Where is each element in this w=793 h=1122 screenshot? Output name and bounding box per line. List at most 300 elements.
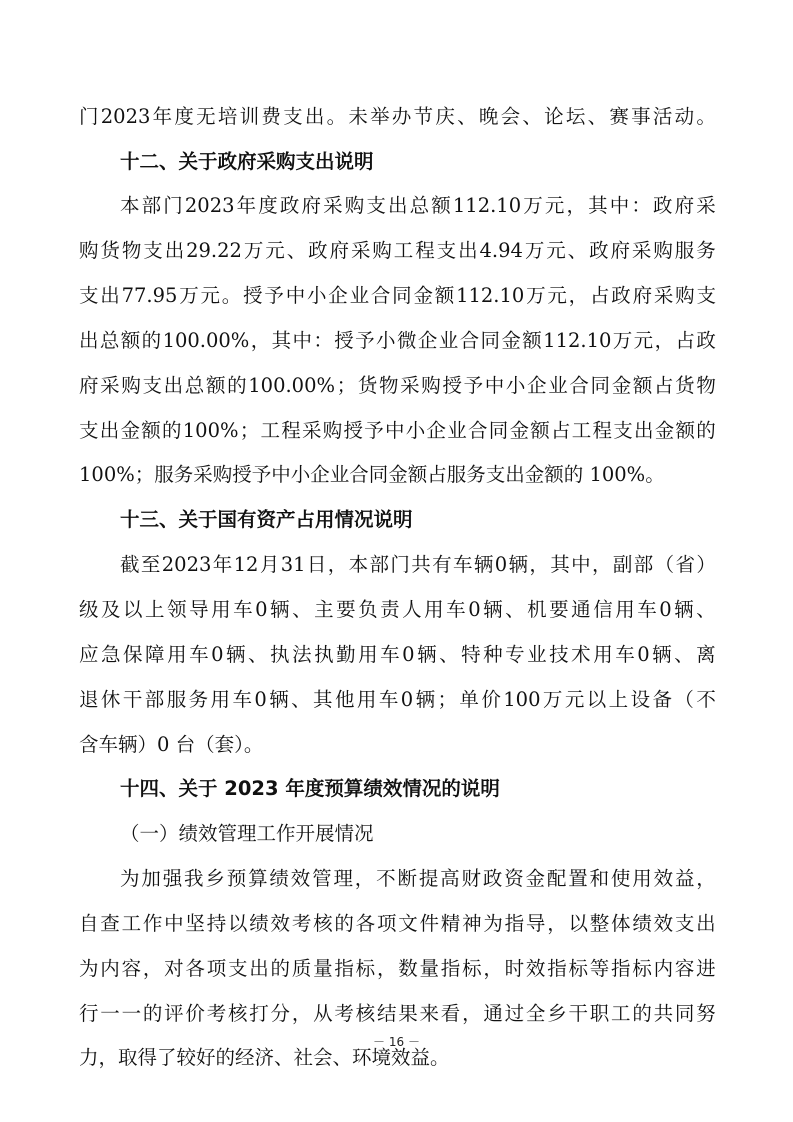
text-token: 无 xyxy=(196,105,216,128)
text-token: 分 xyxy=(270,1002,291,1025)
text-token: 通 xyxy=(483,1002,503,1025)
text-token: 件 xyxy=(419,912,440,935)
text-token: 0 xyxy=(637,643,650,666)
text-token: 货 xyxy=(100,239,120,262)
text-token: 以 xyxy=(227,912,248,935)
text-token: 购 xyxy=(344,194,365,217)
text-token: 额 xyxy=(431,194,451,217)
text-token: ， xyxy=(696,867,716,890)
text-token: 副 xyxy=(612,553,633,576)
text-token: 等 xyxy=(589,957,610,980)
text-token: 有 xyxy=(432,553,452,576)
section-heading: 十三、关于国有资产占用情况说明 xyxy=(120,508,413,531)
text-token: 工 xyxy=(611,1002,631,1025)
text-token: 论 xyxy=(544,105,564,128)
text-token: 工 xyxy=(121,912,142,935)
text-token: 效 xyxy=(653,867,674,890)
text-token: 从 xyxy=(313,1002,333,1025)
text-token: 指 xyxy=(504,912,525,935)
text-token: 主 xyxy=(314,598,334,621)
text-token: ， xyxy=(483,957,503,980)
text-token: 支 xyxy=(79,419,99,442)
text-token: 授 xyxy=(343,419,363,442)
text-token: 节 xyxy=(413,105,434,128)
text-token: 采 xyxy=(100,374,120,397)
text-token: 万 xyxy=(612,329,633,352)
text-token: 合 xyxy=(467,419,488,442)
text-token: 物 xyxy=(696,374,716,397)
text-token: 府 xyxy=(329,239,350,262)
text-token: 以 xyxy=(568,912,588,935)
text-token: 出 xyxy=(79,329,99,352)
text-token: 结 xyxy=(376,1002,397,1025)
text-token: 占 xyxy=(589,284,610,307)
text-token: 考 xyxy=(291,912,312,935)
text-token: 要 xyxy=(336,598,356,621)
text-token: 辆 xyxy=(508,553,529,576)
text-token: 中 xyxy=(164,912,184,935)
text-token: 持 xyxy=(206,912,227,935)
text-token: ， xyxy=(291,1002,312,1025)
text-token: 标 xyxy=(355,957,376,980)
text-token: 上 xyxy=(608,688,629,711)
text-token: 体 xyxy=(611,912,631,935)
text-token: 以 xyxy=(123,598,143,621)
text-token: 理 xyxy=(333,867,353,890)
text-token: 训 xyxy=(239,105,260,128)
text-token: 内 xyxy=(653,957,674,980)
text-token: 努 xyxy=(696,1002,716,1025)
text-token: 置 xyxy=(568,867,588,890)
text-token: 通 xyxy=(571,598,591,621)
text-token: 门 xyxy=(390,553,410,576)
text-token: 万 xyxy=(179,284,199,307)
text-line xyxy=(0,547,793,583)
text-token: 购 xyxy=(79,239,99,262)
text-token: 支 xyxy=(283,105,303,128)
text-token: 的 xyxy=(227,374,247,397)
text-token: 的 xyxy=(334,912,354,935)
text-token: 100 xyxy=(503,688,541,711)
text-token: 出 xyxy=(633,419,654,442)
text-token: 辆 xyxy=(652,643,672,666)
text-token: 的 xyxy=(632,1002,652,1025)
text-token: 万 xyxy=(526,284,546,307)
text-token: 绩 xyxy=(249,912,269,935)
text-token: ； xyxy=(336,374,357,397)
text-token: 支 xyxy=(143,239,163,262)
text-token: 0 xyxy=(400,688,414,711)
text-token: 车 xyxy=(637,598,657,621)
text-token: 精 xyxy=(440,912,461,935)
text-token: 总 xyxy=(409,194,430,217)
text-token: 、 xyxy=(439,643,459,666)
text-token: 领 xyxy=(167,598,187,621)
text-token: 辆 xyxy=(226,643,246,666)
text-token: 支 xyxy=(674,912,695,935)
text-token: 法 xyxy=(292,643,312,666)
text-token: 强 xyxy=(162,867,183,890)
text-token: 举 xyxy=(370,105,390,128)
text-token: 核 xyxy=(355,1002,376,1025)
text-token: 31 xyxy=(280,553,306,576)
text-token: 支 xyxy=(696,284,716,307)
text-token: 容 xyxy=(121,957,142,980)
text-line: 力，取得了较好的经济、社会、环境效益。 xyxy=(79,1046,450,1069)
text-token: 政 xyxy=(611,284,631,307)
text-line xyxy=(0,99,793,135)
text-token: 车 xyxy=(189,643,209,666)
text-token: 用 xyxy=(356,688,377,711)
text-token: 、 xyxy=(587,105,608,128)
text-token: 企 xyxy=(417,329,438,352)
text-token: 门 xyxy=(163,194,183,217)
text-token: ， xyxy=(592,553,612,576)
text-token: 指 xyxy=(440,957,461,980)
text-token: 本 xyxy=(120,194,140,217)
text-line xyxy=(0,682,793,718)
text-token: ， xyxy=(327,553,348,576)
text-token: 的 xyxy=(141,329,162,352)
text-token: 万 xyxy=(542,688,563,711)
text-token: 出 xyxy=(99,419,120,442)
text-token: 29.22 xyxy=(186,239,242,262)
text-token: 省 xyxy=(675,553,696,576)
text-token: 程 xyxy=(281,419,301,442)
text-token: 预 xyxy=(226,867,247,890)
text-token: 业 xyxy=(527,643,547,666)
text-token: 占 xyxy=(654,374,674,397)
text-token: 考 xyxy=(206,1002,227,1025)
text-token: 用 xyxy=(211,598,231,621)
text-token: 进 xyxy=(696,957,716,980)
text-token: 工 xyxy=(260,419,280,442)
text-token: 截 xyxy=(120,553,140,576)
text-token: 112.10 xyxy=(543,329,612,352)
text-token: 额 xyxy=(675,419,695,442)
text-token: 采 xyxy=(323,194,343,217)
text-token: （ xyxy=(674,688,694,711)
text-token: 金 xyxy=(654,419,675,442)
text-token: 工 xyxy=(393,239,414,262)
text-token: 的 xyxy=(696,419,716,442)
text-token: 政 xyxy=(589,239,609,262)
text-token: （ xyxy=(654,553,675,576)
text-token: 导 xyxy=(189,598,209,621)
text-token: 行 xyxy=(79,1002,99,1025)
text-token: 指 xyxy=(334,957,354,980)
text-line xyxy=(0,592,793,628)
text-token: 中 xyxy=(571,553,591,576)
text-token: ， xyxy=(376,957,397,980)
text-token: 货 xyxy=(357,374,378,397)
text-token: 元 xyxy=(265,239,285,262)
text-token: ： xyxy=(631,194,651,217)
text-token: 额 xyxy=(632,374,653,397)
text-token: 项 xyxy=(376,912,397,935)
text-token: 车 xyxy=(615,643,635,666)
text-token: 予 xyxy=(264,284,284,307)
text-token: ， xyxy=(568,284,589,307)
text-token: 各 xyxy=(355,912,376,935)
text-token: 执 xyxy=(314,643,334,666)
text-token: 干 xyxy=(122,688,143,711)
text-token: 的 xyxy=(142,1002,163,1025)
text-token: 。 xyxy=(221,284,242,307)
text-token: 0 xyxy=(255,598,268,621)
text-token: 容 xyxy=(674,957,695,980)
text-token: 日 xyxy=(306,553,327,576)
text-token: 保 xyxy=(123,643,143,666)
text-token: 业 xyxy=(447,419,467,442)
text-token: 4.94 xyxy=(479,239,523,262)
text-token: 门 xyxy=(79,105,99,128)
text-token: 资 xyxy=(504,867,524,890)
text-token: 元 xyxy=(200,284,221,307)
text-token: 及 xyxy=(101,598,121,621)
text-token: 中 xyxy=(484,374,505,397)
text-line: 含车辆）0 台（套）。 xyxy=(79,733,264,756)
text-token: 工 xyxy=(571,419,592,442)
text-token: 退 xyxy=(79,688,99,711)
text-token: 务 xyxy=(696,239,716,262)
text-token: ： xyxy=(313,329,333,352)
text-token: ， xyxy=(142,957,163,980)
text-token: 出 xyxy=(100,284,120,307)
text-token: 的 xyxy=(162,419,182,442)
text-token: 未 xyxy=(348,105,368,128)
text-token: 额 xyxy=(205,374,226,397)
text-token: 为 xyxy=(483,912,503,935)
text-token: 业 xyxy=(349,284,370,307)
text-token: 使 xyxy=(610,867,631,890)
text-token: 干 xyxy=(568,1002,588,1025)
text-token: 0 xyxy=(402,643,415,666)
page-number: － 16 － xyxy=(373,1035,420,1049)
text-token: 金 xyxy=(501,329,521,352)
text-token: 标 xyxy=(632,957,652,980)
text-token: 额 xyxy=(141,419,161,442)
text-token: 量 xyxy=(419,957,440,980)
text-token: 政 xyxy=(652,194,673,217)
text-token: 用 xyxy=(593,643,613,666)
section-heading: 十二、关于政府采购支出说明 xyxy=(120,150,374,173)
text-token: 物 xyxy=(378,374,399,397)
text-token: 机 xyxy=(527,598,547,621)
text-token: 度 xyxy=(174,105,194,128)
text-token: 合 xyxy=(459,329,480,352)
text-token: 部 xyxy=(633,553,654,576)
text-token: 0 xyxy=(659,598,672,621)
text-token: 部 xyxy=(144,688,165,711)
text-token: 配 xyxy=(546,867,567,890)
text-token: 种 xyxy=(483,643,503,666)
text-token: 合 xyxy=(569,374,589,397)
text-token: 支 xyxy=(79,284,99,307)
text-token: 、 xyxy=(674,643,694,666)
text-line xyxy=(0,368,793,404)
text-token: 、 xyxy=(248,643,268,666)
text-token: 年 xyxy=(212,553,233,576)
text-token: ， xyxy=(654,329,675,352)
text-token: 神 xyxy=(462,912,482,935)
text-token: 专 xyxy=(505,643,525,666)
text-token: 不 xyxy=(696,688,716,711)
text-token: 辆 xyxy=(417,643,437,666)
text-token: 障 xyxy=(145,643,165,666)
text-token: 总 xyxy=(99,329,120,352)
text-token: 对 xyxy=(164,957,184,980)
text-token: 车 xyxy=(453,553,473,576)
text-token: 辆 xyxy=(674,598,694,621)
text-token: 府 xyxy=(301,194,322,217)
text-token: 2023 xyxy=(161,553,212,576)
text-token: 坛 xyxy=(565,105,586,128)
text-token: 共 xyxy=(653,1002,674,1025)
text-token: 车 xyxy=(233,598,253,621)
text-token: 庆 xyxy=(435,105,455,128)
text-token: 辆 xyxy=(269,688,289,711)
text-token: 同 xyxy=(674,1002,695,1025)
text-token: 购 xyxy=(653,239,673,262)
text-token: 企 xyxy=(426,419,446,442)
text-token: 离 xyxy=(696,643,716,666)
text-token: 项 xyxy=(206,957,227,980)
text-token: 、 xyxy=(522,105,542,128)
text-token: 查 xyxy=(100,912,120,935)
text-token: 坚 xyxy=(185,912,205,935)
text-token: 小 xyxy=(376,329,396,352)
text-token: 2023 xyxy=(100,105,151,128)
text-token: 采 xyxy=(350,239,371,262)
text-token: 休 xyxy=(100,688,121,711)
text-token: 文 xyxy=(398,912,418,935)
text-token: 效 xyxy=(290,867,311,890)
text-token: 设 xyxy=(630,688,651,711)
text-line xyxy=(0,861,793,897)
text-token: 支 xyxy=(366,194,386,217)
text-token: 府 xyxy=(79,374,99,397)
text-token: 要 xyxy=(549,598,569,621)
text-token: 授 xyxy=(442,374,462,397)
text-token: 共 xyxy=(411,553,431,576)
text-token: 一 xyxy=(121,1002,142,1025)
text-token: 乡 xyxy=(205,867,225,890)
text-token: 小 xyxy=(505,374,526,397)
text-token: 出 xyxy=(388,194,408,217)
text-token: 出 xyxy=(304,105,325,128)
text-token: 评 xyxy=(164,1002,184,1025)
text-token: 部 xyxy=(369,553,390,576)
text-token: 辆 xyxy=(483,598,503,621)
text-token: 乡 xyxy=(547,1002,567,1025)
text-token: 绩 xyxy=(632,912,652,935)
text-token: 其 xyxy=(313,688,333,711)
text-token: 采 xyxy=(631,239,652,262)
text-token: 车 xyxy=(380,643,400,666)
text-token: 元 xyxy=(546,239,566,262)
text-token: 77.95 xyxy=(121,284,178,307)
text-token: 100% xyxy=(182,419,239,442)
text-token: 金 xyxy=(413,284,433,307)
text-token: 会 xyxy=(500,105,521,128)
text-token: 年 xyxy=(152,105,173,128)
text-token: 动 xyxy=(674,105,695,128)
text-token: 出 xyxy=(163,374,184,397)
text-token: 级 xyxy=(79,598,99,621)
text-token: 予 xyxy=(463,374,484,397)
text-token: 100.00% xyxy=(248,374,336,397)
text-token: ， xyxy=(547,912,567,935)
text-token: 、 xyxy=(286,239,307,262)
text-token: 用 xyxy=(615,598,635,621)
text-token: 和 xyxy=(589,867,610,890)
text-token: 金 xyxy=(120,419,141,442)
text-token: 政 xyxy=(482,867,503,890)
text-token: 府 xyxy=(674,194,695,217)
text-token: 采 xyxy=(301,419,322,442)
text-token: 微 xyxy=(396,329,417,352)
text-token: 政 xyxy=(308,239,328,262)
text-token: 打 xyxy=(249,1002,269,1025)
text-token: 指 xyxy=(547,957,567,980)
text-token: 数 xyxy=(398,957,418,980)
text-token: 他 xyxy=(334,688,355,711)
text-token: 府 xyxy=(632,284,653,307)
text-token: 、 xyxy=(292,598,312,621)
text-token: 0 xyxy=(468,598,481,621)
text-token: 支 xyxy=(613,419,633,442)
text-line xyxy=(0,278,793,314)
text-token: 效 xyxy=(270,912,291,935)
text-token: 合 xyxy=(370,284,391,307)
text-token: 用 xyxy=(167,643,187,666)
text-token: 货 xyxy=(675,374,695,397)
text-token: 以 xyxy=(586,688,607,711)
text-token: 度 xyxy=(258,194,278,217)
text-token: 购 xyxy=(421,374,441,397)
text-line xyxy=(0,951,793,987)
text-token: 质 xyxy=(291,957,312,980)
text-token: 本 xyxy=(348,553,369,576)
text-token: 绩 xyxy=(269,867,289,890)
text-token: 支 xyxy=(227,957,248,980)
text-token: 业 xyxy=(438,329,459,352)
text-token: 量 xyxy=(313,957,333,980)
text-token: 核 xyxy=(227,1002,248,1025)
text-token: 、 xyxy=(567,239,588,262)
text-token: 考 xyxy=(334,1002,354,1025)
text-token: 培 xyxy=(217,105,238,128)
text-line xyxy=(0,233,793,269)
text-token: 应 xyxy=(79,643,99,666)
text-token: 来 xyxy=(419,1002,440,1025)
text-token: 标 xyxy=(462,957,482,980)
text-token: ， xyxy=(354,867,375,890)
text-token: 为 xyxy=(120,867,140,890)
text-token: 管 xyxy=(312,867,332,890)
text-token: 特 xyxy=(461,643,481,666)
text-token: ； xyxy=(437,688,457,711)
text-token: 总 xyxy=(184,374,205,397)
text-token: 果 xyxy=(398,1002,418,1025)
text-token: 至 xyxy=(140,553,161,576)
text-token: 全 xyxy=(525,1002,546,1025)
text-token: 授 xyxy=(334,329,354,352)
text-token: 负 xyxy=(358,598,378,621)
text-token: 万 xyxy=(524,239,545,262)
text-token: 采 xyxy=(400,374,420,397)
